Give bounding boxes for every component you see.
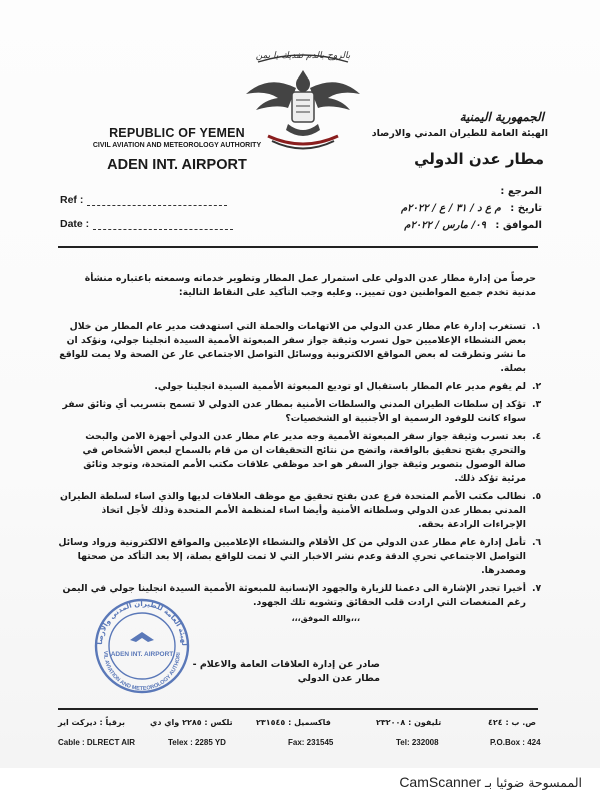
footer-cable: Cable : DLRECT AIR	[58, 738, 136, 747]
date-line	[93, 221, 233, 230]
ref-label: Ref :	[60, 194, 84, 206]
ar-corresponding-field	[342, 220, 542, 231]
point-text: نطالب مكتب الأمم المتحدة فرع عدن بفتح تحقيق مع موظف العلاقات لديها والذي اساء لسلطة الطيران المدني بمطار عدن الدولي وسلطاته الأمنية وأيضا اساء لمنظمة الأمم المتحدة وذلك لأجل اتخاذ الإجراءات الرادعة بحقه.	[60, 491, 526, 530]
point-text: تؤكد إن سلطات الطيران المدني والسلطات الأمنية بمطار عدن الدولي لا تسمح بتسريب أي وثائق سفر سواء كانت للوفود الرسمية او الأجنبية او الشخصيات؟	[62, 399, 526, 424]
closing-line: ،،،والله الموفق،،،	[291, 614, 360, 623]
ar-republic-title: الجمهورية اليمنية	[459, 110, 544, 124]
footer-pobox: P.O.Box : 424	[490, 738, 541, 747]
ar-ref-field	[342, 186, 542, 197]
list-item	[58, 380, 546, 394]
ar-ref-label: المرجع :	[500, 186, 542, 197]
ar-date-label: تاريخ :	[510, 203, 542, 214]
point-text: لم يقوم مدير عام المطار باستقبال او توديع المبعوثة الأممية السيدة انجلينا جولي.	[154, 381, 526, 392]
points-list	[58, 320, 546, 614]
stamp-outer-text: لهيئة العامة للطيران المدني والارصاد	[96, 599, 189, 647]
point-text: بعد تسرب وثيقة جواز سفر المبعوثة الأممية وجه مدير عام مطار عدن الدولي أجهزة الامن والبحث والتحري بفتح تحقيق بالواقعة، واتضح من نتائج التحقيقات ان من قام بالسماح لبعض الأشخاص في صالة الوصول بتصوير وثيقة جواز السفر هو احد موظفي علاقات مكتب الأمم المتحدة، وتوجد وثائق مرئية تؤكد ذلك.	[82, 431, 526, 484]
ar-date-field	[342, 203, 542, 214]
date-label: Date :	[60, 218, 90, 230]
header-divider	[58, 246, 538, 248]
footer-fax: Fax: 231545	[288, 738, 334, 747]
list-item	[58, 320, 546, 376]
footer-telex: Telex : 2285 YD	[168, 738, 226, 747]
footer-ar-cable: برقياً : ديركت اير	[58, 718, 125, 727]
intro-paragraph: حرصاً من إدارة مطار عدن الدولي على استمرار عمل المطار وتطوير خدماته وسمعته باعتباره منشأة مدنية تخدم جميع المواطنين دون تمييز.. وعليه وجب التأكيد على النقاط التالية:	[84, 273, 536, 298]
point-text: تستغرب إدارة عام مطار عدن الدولي من الاتهامات والحملة التي استهدفت مدير عام المطار من خلال بعض النشطاء الإعلاميين حول تسرب وثيقة جواز سفر المبعوثة الأممية السيدة انجلينا جولي، ونؤكد ان ما نشر وتطرقت له بعض المواقع الالكترونية ووسائل التواصل الاجتماعي عار عن الصحة ولا يمت للواقع بصلة.	[59, 321, 526, 374]
point-number: ٢.	[532, 381, 542, 392]
footer-ar-pobox: ص. ب : ٤٢٤	[488, 718, 537, 727]
issuer-signature-line: صادر عن إدارة العلاقات العامة والاعلام - مطار عدن الدولي	[192, 659, 380, 684]
point-text: تأمل إدارة عام مطار عدن الدولي من كل الأقلام والنشطاء الإعلاميين والمواقع الالكترونية ورواد وسائل التواصل الاجتماعي تحري الدقة وعدم نشر الاخبار التي لا تمت للواقع بصلة، إلا بعد التأكد من صحتها ومصدرها.	[58, 537, 526, 576]
list-item	[58, 536, 546, 578]
point-number: ٥.	[532, 491, 542, 502]
scanner-prefix: الممسوحة ضوئيا بـ	[485, 775, 582, 790]
ar-date-value: م ع د / ٣١ / ع / ٢٠٢٢م	[400, 203, 501, 214]
footer-ar-fax: فاكسميل : ٢٣١٥٤٥	[256, 718, 331, 727]
point-number: ٣.	[532, 399, 542, 410]
scanner-watermark	[399, 774, 582, 790]
ar-corr-value: ٠٩/ مارس / ٢٠٢٢م	[404, 220, 486, 231]
point-number: ٧.	[532, 583, 542, 594]
footer-arabic-contacts	[58, 718, 548, 732]
list-item	[58, 398, 546, 426]
stamp-inner-text: ADEN INT. AIRPORT	[110, 651, 174, 658]
scanner-watermark-bar	[0, 768, 600, 800]
scanner-brand: CamScanner	[399, 774, 482, 790]
ref-line	[87, 197, 227, 206]
footer-ar-telex: تلكس : ٢٢٨٥ واي دي	[150, 718, 233, 727]
list-item	[58, 490, 546, 532]
date-field	[60, 218, 233, 230]
footer-english-contacts	[58, 738, 548, 752]
airport-title: ADEN INT. AIRPORT	[107, 157, 247, 173]
emblem-caption: بالروح بالدم نفديك يا يمن	[255, 51, 351, 61]
ar-airport-title: مطار عدن الدولي	[414, 150, 544, 168]
stamp-bottom-text: VIL AVIATION AND METEOROLOGY AUTHORI	[101, 650, 183, 693]
authority-title: CIVIL AVIATION AND METEOROLOGY AUTHORITY	[92, 142, 262, 149]
official-stamp	[92, 596, 192, 696]
point-number: ٦.	[532, 537, 542, 548]
ar-corr-label: الموافق :	[495, 220, 542, 231]
footer-tel: Tel: 232008	[396, 738, 439, 747]
list-item	[58, 430, 546, 486]
point-text: أخيرا تجدر الإشارة الى دعمنا للزيارة والجهود الإنسانية للمبعوثة الأممية السيدة انجلينا جولي في اليمن رغم المنغصات التي ارادت قلب الحقائق وتشويه تلك الجهود.	[62, 583, 526, 608]
republic-title: REPUBLIC OF YEMEN	[109, 126, 245, 140]
footer-ar-tel: تليفون : ٢٣٢٠٠٨	[376, 718, 442, 727]
ar-authority-title: الهيئة العامة للطيران المدني والارصاد	[371, 128, 548, 139]
point-number: ١.	[532, 321, 542, 332]
ref-field	[60, 194, 227, 206]
footer-divider	[58, 708, 538, 710]
point-number: ٤.	[532, 431, 542, 442]
